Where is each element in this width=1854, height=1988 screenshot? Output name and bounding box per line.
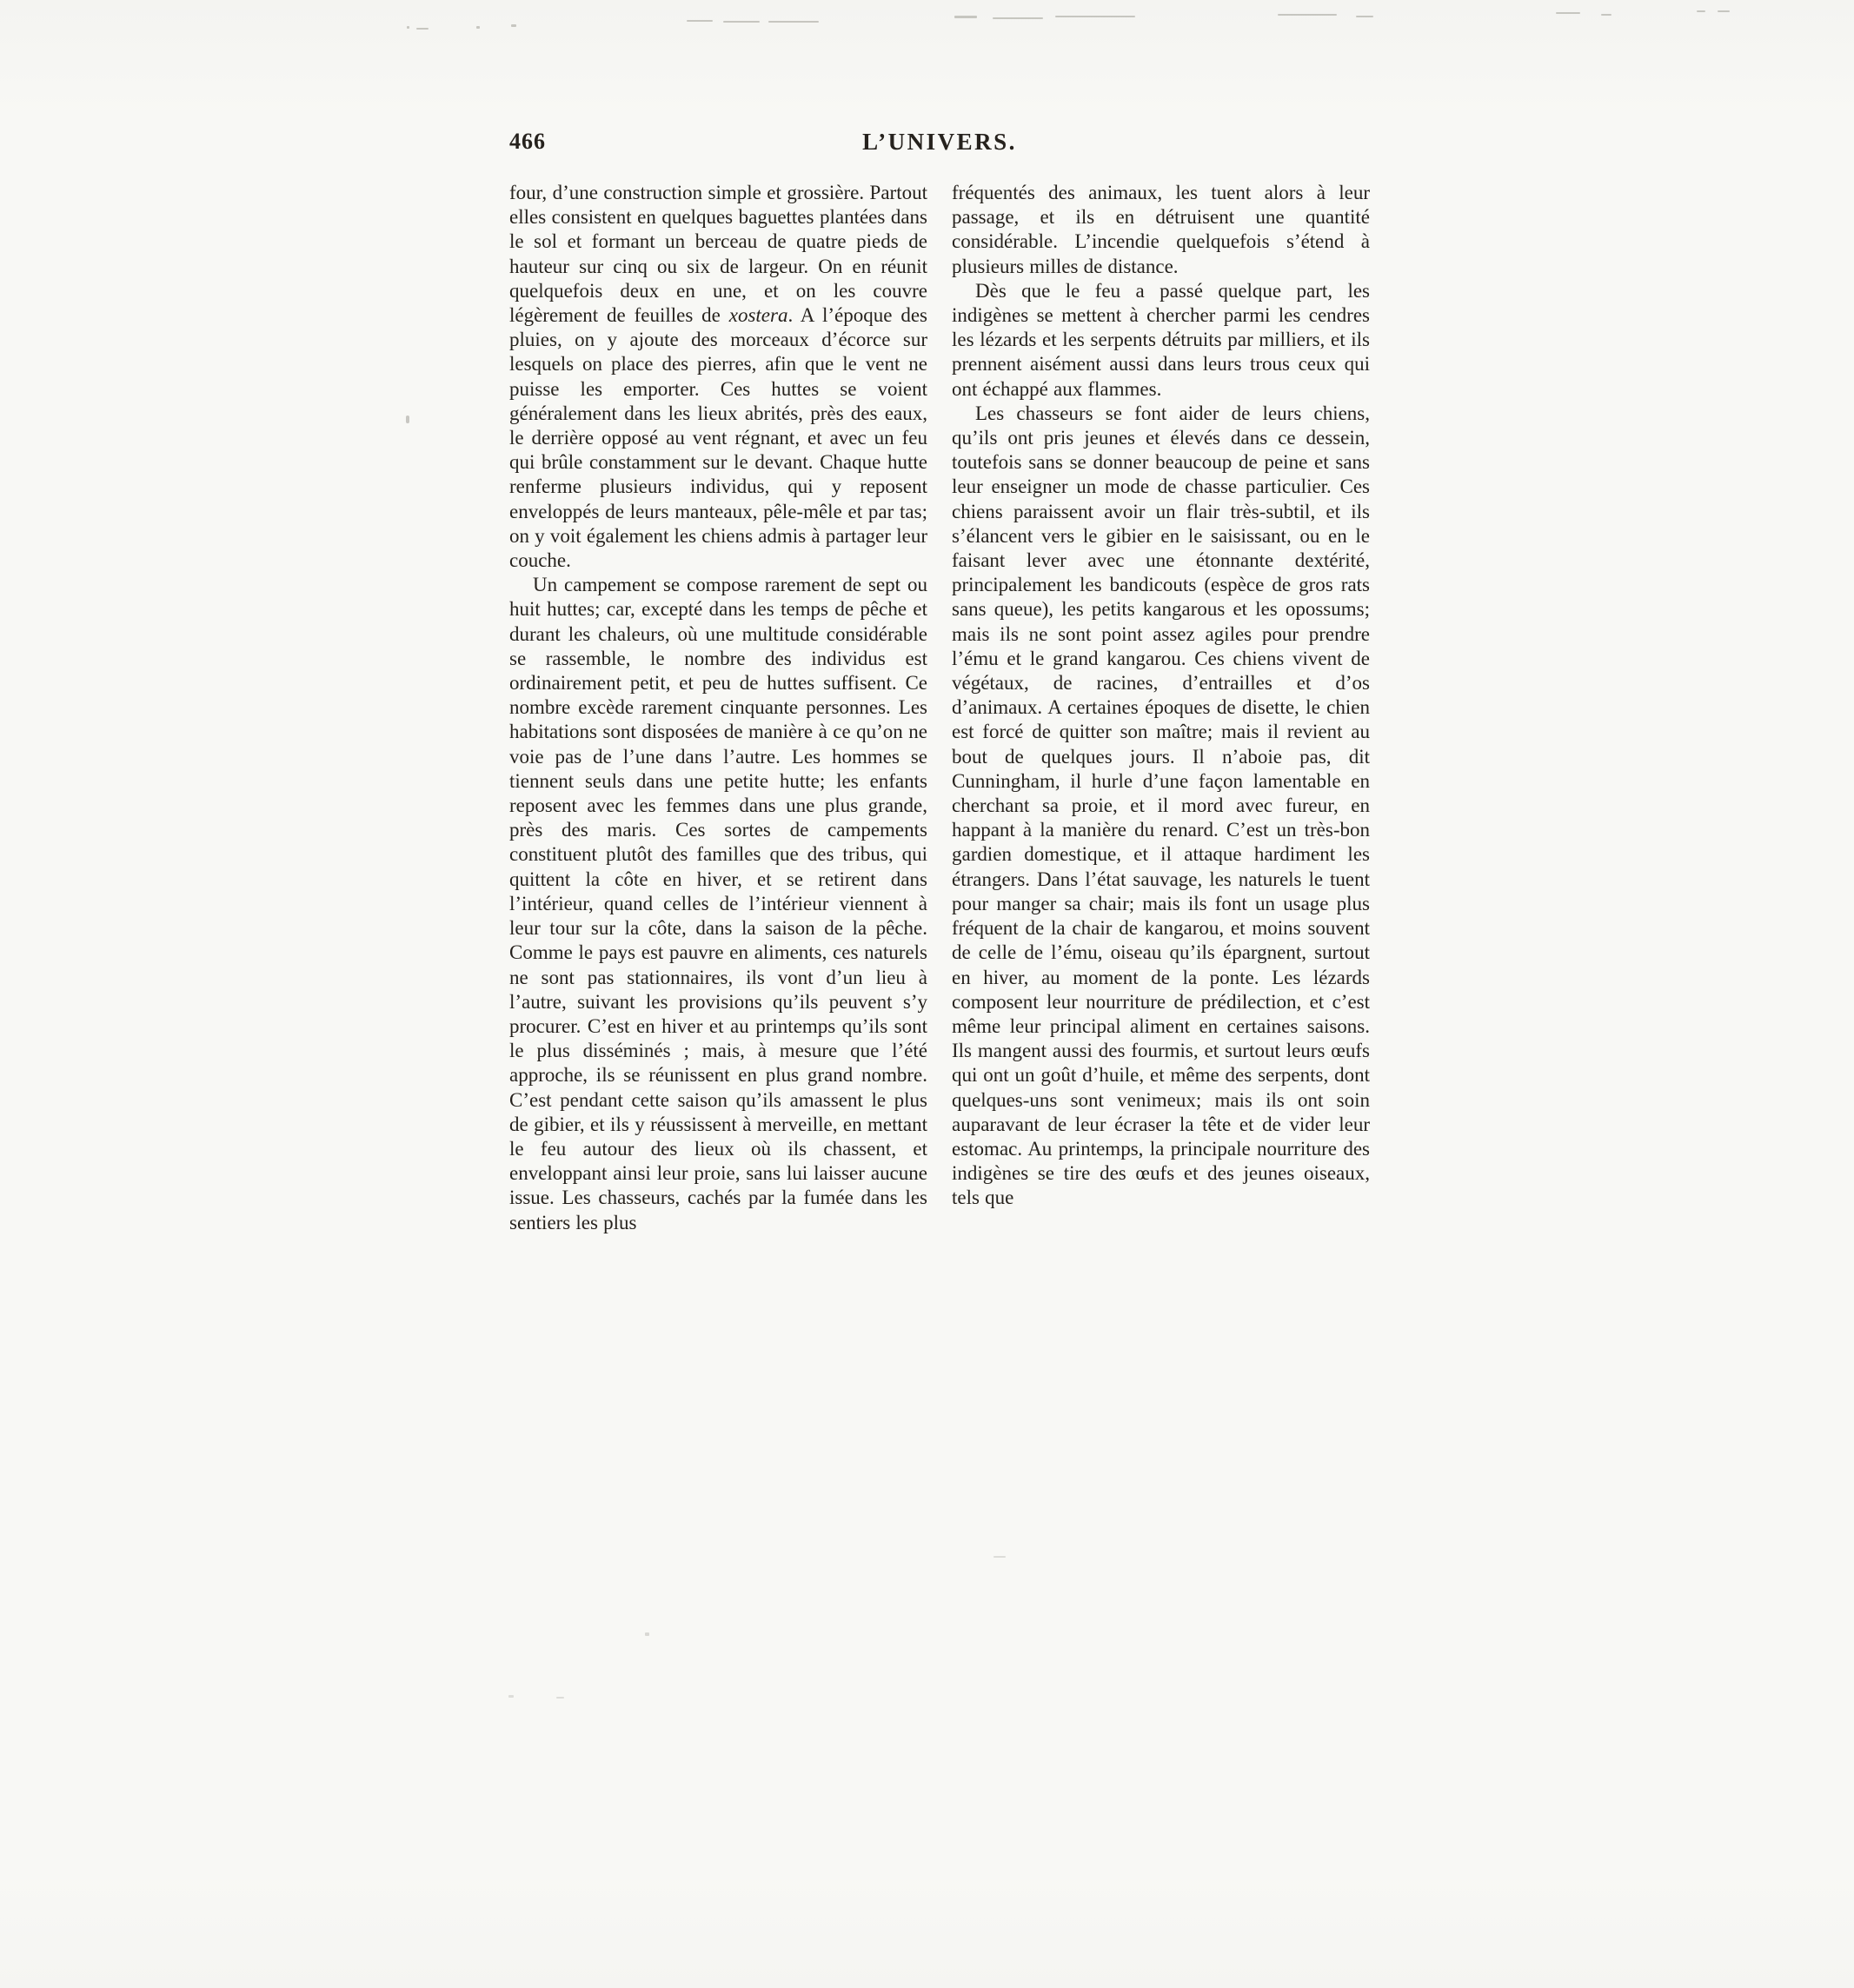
scan-artifact	[1697, 10, 1705, 12]
scan-artifact	[406, 416, 409, 423]
scan-artifact	[1718, 10, 1730, 12]
paragraph: Les chasseurs se font aider de leurs chiens, qu’ils ont pris jeunes et élevés dans ce dessein, toutefois sans se donner beaucoup de peine et sans leur enseigner un mode de chasse particulier. Ces chiens paraissent avoir un flair très-subtil, et ils s’élancent vers le gibier en le saisissant, ou en le faisant lever avec une étonnante dextérité, principalement les bandicouts (espèce de gros rats sans queue), les petits kangarous et les opossums; mais ils ne sont point assez agiles pour prendre l’ému et le grand kangarou. Ces chiens vivent de végétaux, de racines, d’entrailles et d’os d’animaux. A certaines époques de disette, le chien est forcé de quitter son maître; mais il revient au bout de quelques jours. Il n’aboie pas, dit Cunningham, il hurle d’une façon lamentable en cherchant sa proie, et il mord avec fureur, en happant à la manière du renard. C’est un très-bon gardien domestique, et il attaque hardiment les étrangers. Dans l’état sauvage, les naturels le tuent pour manger sa chair; mais ils font un usage plus fréquent de la chair de kangarou, et moins souvent de celle de l’ému, oiseau qu’ils épargnent, surtout en hiver, au moment de la ponte. Les lézards composent leur nourriture de prédilection, et c’est même leur principal aliment en certaines saisons. Ils mangent aussi des fourmis, et surtout leurs œufs qui ont un goût d’huile, et même des serpents, dont quelques-uns sont venimeux; mais ils ont soin auparavant de leur écraser la tête et de vider leur estomac. Au printemps, la principale nourriture des indigènes se tire des œufs et des jeunes oiseaux, tels que	[952, 402, 1370, 1209]
scan-artifact	[416, 28, 429, 30]
scan-artifact	[723, 21, 760, 23]
paragraph: fréquentés des animaux, les tuent alors à leur passage, et ils en détruisent une quantité considérable. L’incendie quelquefois s’étend à plusieurs milles de distance.	[952, 182, 1370, 277]
scan-artifact	[511, 24, 516, 27]
scan-artifact	[993, 17, 1043, 19]
scan-artifact	[954, 16, 977, 18]
scan-artifact	[1601, 14, 1611, 16]
scan-artifact	[1356, 16, 1373, 17]
right-column	[952, 181, 1370, 1235]
page-number: 466	[509, 129, 546, 154]
paragraph: Un campement se compose rarement de sept ou huit huttes; car, excepté dans les temps de pêche et durant les chaleurs, où une multitude considérable se rassemble, le nombre des individus est ordinairement petit, et peu de huttes suffisent. Ce nombre excède rarement cinquante personnes. Les habitations sont disposées de manière à ce qu’on ne voie pas de l’une dans l’autre. Les hommes se tiennent seuls dans une petite hutte; les enfants reposent avec les femmes dans une plus grande, près des maris. Ces sortes de campements constituent plutôt des familles que des tribus, qui quittent la côte en hiver, et se retirent dans l’intérieur, quand celles de l’intérieur viennent à leur tour sur la côte, dans la saison de la pêche. Comme le pays est pauvre en aliments, ces naturels ne sont pas stationnaires, ils vont d’un lieu à l’autre, suivant les provisions qu’ils peuvent s’y procurer. C’est en hiver et au printemps qu’ils sont le plus disséminés ; mais, à mesure que l’été approche, ils se réunissent en plus grand nombre. C’est pendant cette saison qu’ils amassent le plus de gibier, et ils y réussissent à merveille, en mettant le feu autour des lieux où ils chassent, et enveloppant ainsi leur proie, sans lui laisser aucune issue. Les chasseurs, cachés par la fumée dans les sentiers les plus	[509, 574, 927, 1233]
scan-artifact	[407, 26, 409, 29]
scan-artifact	[1055, 16, 1135, 17]
scan-artifact	[508, 1695, 514, 1698]
scan-artifact	[1556, 12, 1580, 14]
page-header	[509, 129, 1370, 158]
paragraph: four, d’une construction simple et grossière. Partout elles consistent en quelques baguettes plantées dans le sol et formant un berceau de quatre pieds de hauteur sur cinq ou six de largeur. On en réunit quelquefois deux en une, et on les couvre légèrement de feuilles de xostera. A l’époque des pluies, on y ajoute des morceaux d’écorce sur lesquels on place des pierres, afin que le vent ne puisse les emporter. Ces huttes se voient généralement dans les lieux abrités, près des eaux, le derrière opposé au vent régnant, et avec un feu qui brûle constamment sur le devant. Chaque hutte renferme plusieurs individus, qui y reposent enveloppés de leurs manteaux, pêle-mêle et par tas; on y voit également les chiens admis à partager leur couche.	[509, 182, 927, 572]
paragraph: Dès que le feu a passé quelque part, les indigènes se mettent à chercher parmi les cendres les lézards et les serpents détruits par milliers, et ils prennent aisément aussi dans leurs trous ceux qui ont échappé aux flammes.	[952, 279, 1370, 400]
scan-artifact	[993, 1556, 1006, 1558]
text-block	[509, 129, 1370, 1235]
left-column	[509, 181, 927, 1235]
scan-artifact	[687, 20, 713, 22]
scan-artifact	[556, 1697, 564, 1699]
scan-artifact	[1278, 14, 1337, 16]
scan-artifact	[645, 1632, 649, 1636]
text-columns	[509, 181, 1370, 1235]
running-title: L’UNIVERS.	[862, 129, 1017, 155]
scan-artifact	[476, 26, 480, 29]
scan-artifact	[768, 21, 819, 23]
